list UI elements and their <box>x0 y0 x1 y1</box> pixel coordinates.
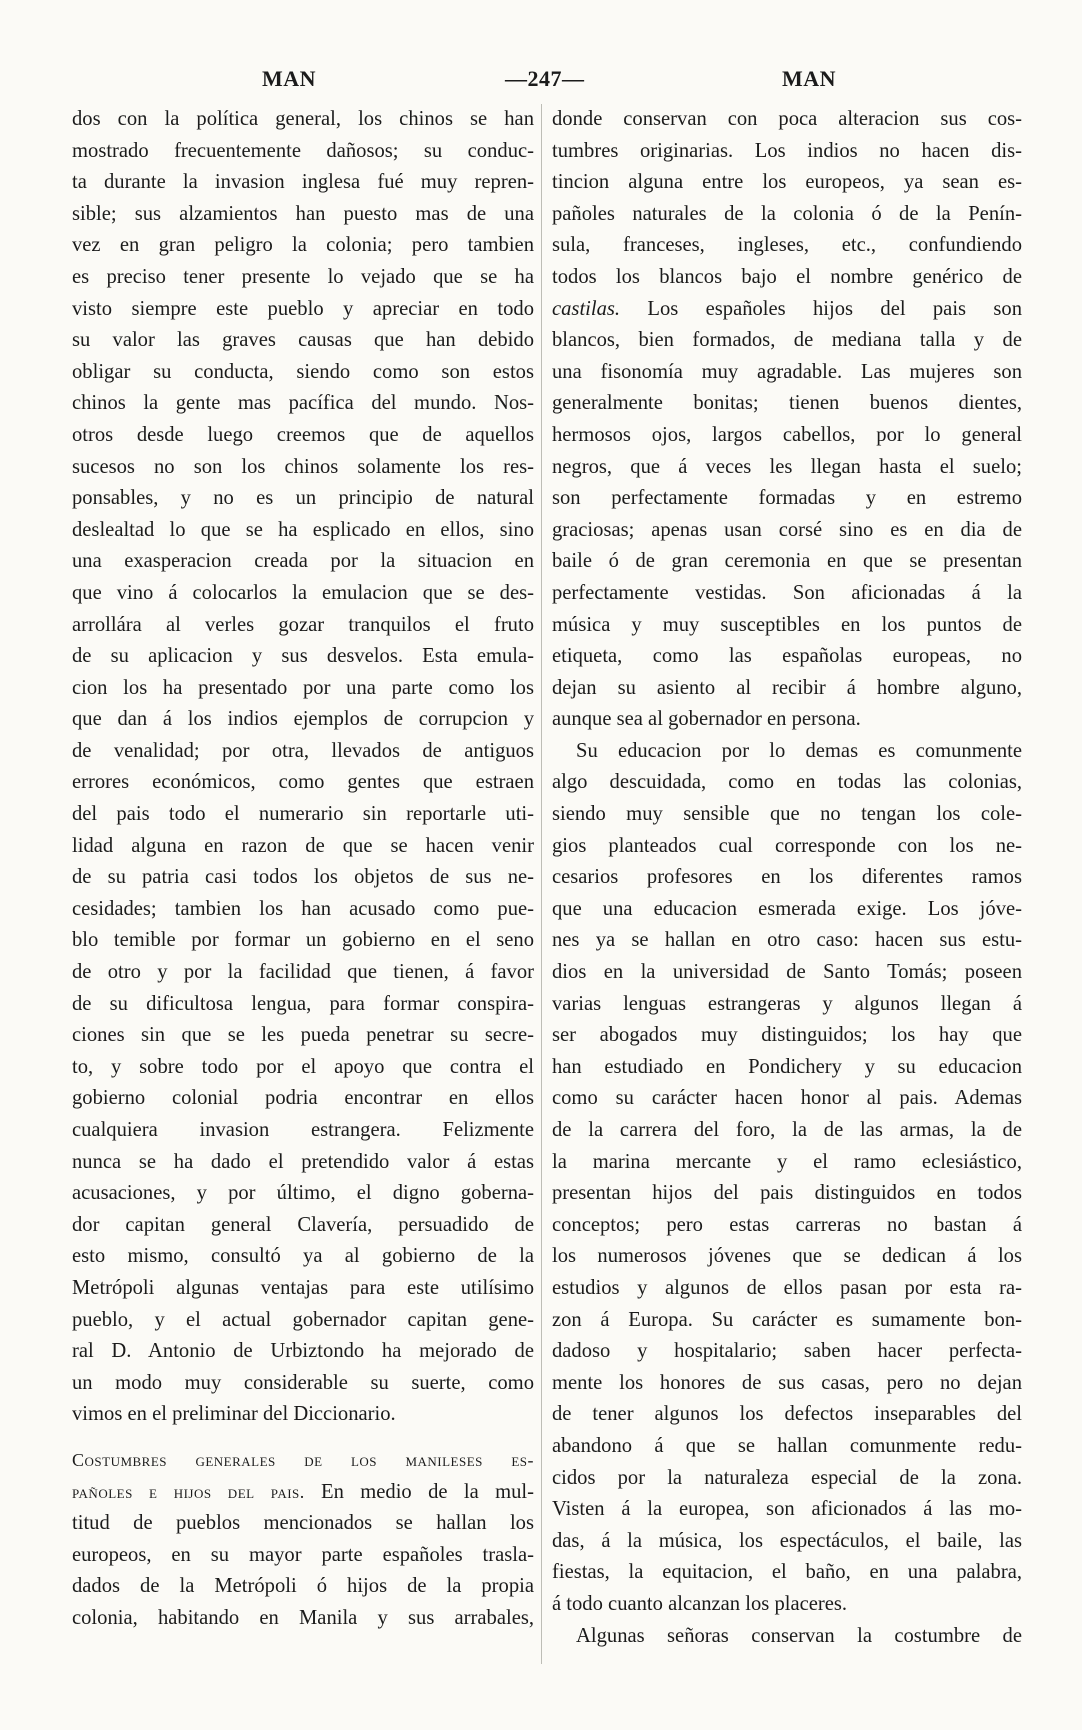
text-line: tincion alguna entre los europeos, ya sean es- <box>552 171 1022 194</box>
running-header <box>0 66 1082 100</box>
text-line: los numerosos jóvenes que se dedican á los <box>552 1245 1022 1268</box>
text-line: que dan á los indios ejemplos de corrupcion y <box>72 708 534 731</box>
text-line: dios en la universidad de Santo Tomás; poseen <box>552 961 1022 984</box>
page-number: —247— <box>505 66 585 91</box>
text-line: todos los blancos bajo el nombre genérico de <box>552 265 1022 288</box>
text-line: fiestas, la equitacion, el baño, en una palabra, <box>552 1561 1022 1584</box>
text-line: vimos en el preliminar del Diccionario. <box>72 1403 396 1426</box>
text-line: pañoles naturales de la colonia ó de la Penín- <box>552 202 1022 225</box>
text-line: de tener algunos los defectos inseparables del <box>552 1403 1022 1426</box>
text-line: como su carácter hacen honor al pais. Ademas <box>552 1087 1022 1110</box>
text-line: graciosas; apenas usan corsé sino es en dia de <box>552 518 1022 541</box>
text-line: que vino á colocarlos la emulacion que se des- <box>72 581 534 604</box>
text-line: tumbres originarias. Los indios no hacen dis- <box>552 139 1022 162</box>
text-line: de su aplicacion y sus desvelos. Esta emula- <box>72 645 534 668</box>
text-line: nunca se ha dado el pretendido valor á estas <box>72 1150 534 1173</box>
text-line: zon á Europa. Su carácter es sumamente bon- <box>552 1308 1022 1331</box>
text-line: to, y sobre todo por el apoyo que contra el <box>72 1055 534 1078</box>
section-spacer <box>72 1431 534 1445</box>
text-line: un modo muy considerable su suerte, como <box>72 1371 534 1394</box>
text-line: cion los ha presentado por una parte como los <box>72 676 534 699</box>
text-line: Visten á la europea, son aficionados á las mo- <box>552 1498 1022 1521</box>
text-line: chinos la gente mas pacífica del mundo. Nos- <box>72 392 534 415</box>
text-line: música y muy susceptibles en los puntos de <box>552 613 1022 636</box>
text-line: gios planteados cual corresponde con los ne- <box>552 834 1022 857</box>
text-line: arrollára al verles gozar tranquilos el fruto <box>72 613 534 636</box>
text-line: dor capitan general Clavería, persuadido de <box>72 1213 534 1236</box>
text-line: sible; sus alzamientos han puesto mas de una <box>72 202 534 225</box>
text-line: Su educacion por lo demas es comunmente <box>576 739 1022 762</box>
section-heading: Costumbres generales de los manileses es- <box>72 1449 534 1470</box>
text-line: deslealtad lo que se ha esplicado en ellos, sino <box>72 518 534 541</box>
text-line: varias lenguas estrangeras y algunos llegan á <box>552 992 1022 1015</box>
text-line: de su patria casi todos los objetos de sus ne- <box>72 866 534 889</box>
text-line: ponsables, y no es un principio de natural <box>72 487 534 510</box>
text-line: ciones sin que se les pueda penetrar su secre- <box>72 1024 534 1047</box>
section-text-start: En medio de la mul- <box>321 1480 534 1503</box>
text-line: mente los honores de sus casas, pero no dejan <box>552 1371 1022 1394</box>
text-line: estudios y algunos de ellos pasan por esta ra- <box>552 1276 1022 1299</box>
text-line: sula, franceses, ingleses, etc., confundiendo <box>552 234 1022 257</box>
text-line: obligar su conducta, siendo como son estos <box>72 360 534 383</box>
italic-line-rest: Los españoles hijos del pais son <box>647 297 1022 320</box>
text-line: una exasperacion creada por la situacion en <box>72 550 534 573</box>
text-line: esto mismo, consultó ya al gobierno de la <box>72 1245 534 1268</box>
text-line: blancos, bien formados, de mediana talla y de <box>552 329 1022 352</box>
text-line: de venalidad; por otra, llevados de antiguos <box>72 739 534 762</box>
text-line: sucesos no son los chinos solamente los res- <box>72 455 534 478</box>
text-line: blo temible por formar un gobierno en el seno <box>72 929 534 952</box>
text-line: etiqueta, como las españolas europeas, no <box>552 645 1022 668</box>
text-line: de la carrera del foro, la de las armas, la de <box>552 1119 1022 1141</box>
text-line: otros desde luego creemos que de aquellos <box>72 423 534 446</box>
text-line: hermosos ojos, largos cabellos, por lo general <box>552 423 1022 446</box>
text-line: cesarios profesores en los diferentes ramos <box>552 866 1022 889</box>
text-line: Metrópoli algunas ventajas para este utilísimo <box>72 1276 534 1299</box>
text-line: colonia, habitando en Manila y sus arrabales, <box>72 1606 534 1629</box>
text-line: cualquiera invasion estrangera. Felizmente <box>72 1119 534 1141</box>
text-line: la marina mercante y el ramo eclesiástico, <box>552 1150 1022 1173</box>
text-line: han estudiado en Pondichery y su educacion <box>552 1055 1022 1078</box>
text-line: aunque sea al gobernador en persona. <box>552 708 861 731</box>
italic-term: castilas. <box>552 297 648 320</box>
text-line: de otro y por la facilidad que tienen, á favor <box>72 961 534 984</box>
text-line: ral D. Antonio de Urbiztondo ha mejorado de <box>72 1340 534 1363</box>
text-line: presentan hijos del pais distinguidos en todos <box>552 1182 1022 1205</box>
text-line: cesidades; tambien los han acusado como pue- <box>72 897 534 920</box>
text-line: siendo muy sensible que no tengan los cole- <box>552 803 1022 826</box>
text-line: algo descuidada, como en todas las colonias, <box>552 771 1022 794</box>
text-line: son perfectamente formadas y en estremo <box>552 487 1022 510</box>
text-line: ta durante la invasion inglesa fué muy repren- <box>72 171 534 194</box>
text-line: negros, que á veces les llegan hasta el suelo; <box>552 455 1022 478</box>
section-heading-tail: pañoles e hijos del pais. <box>72 1481 321 1502</box>
text-line: cidos por la naturaleza especial de la zona. <box>552 1466 1022 1489</box>
text-line: gobierno colonial podria encontrar en ellos <box>72 1087 534 1110</box>
text-line: das, á la música, los espectáculos, el baile, las <box>552 1529 1022 1552</box>
text-line: á todo cuanto alcanzan los placeres. <box>552 1592 848 1615</box>
text-line: una fisonomía muy agradable. Las mujeres son <box>552 360 1022 383</box>
right-column <box>552 104 1022 1652</box>
text-line: dados de la Metrópoli ó hijos de la propia <box>72 1575 534 1598</box>
text-line: errores económicos, como gentes que estraen <box>72 771 534 794</box>
text-line: su valor las graves causas que han debido <box>72 329 534 352</box>
text-line: es preciso tener presente lo vejado que se ha <box>72 265 534 288</box>
text-line: conceptos; pero estas carreras no bastan á <box>552 1213 1022 1236</box>
right-running-head: MAN <box>782 66 837 91</box>
text-line: dadoso y hospitalario; saben hacer perfecta- <box>552 1340 1022 1363</box>
text-line: abandono á que se hallan comunmente redu- <box>552 1434 1022 1457</box>
text-line: de su dificultosa lengua, para formar conspira- <box>72 992 534 1015</box>
text-line-italic <box>552 294 1022 326</box>
text-line: Algunas señoras conservan la costumbre de <box>576 1624 1022 1647</box>
left-running-head: MAN <box>262 66 317 91</box>
left-column <box>72 104 534 1635</box>
text-line: acusaciones, y por último, el digno goberna- <box>72 1182 534 1205</box>
text-line: perfectamente vestidas. Son aficionadas á la <box>552 581 1022 604</box>
text-line: dejan su asiento al recibir á hombre alguno, <box>552 676 1022 699</box>
text-line: pueblo, y el actual gobernador capitan gene- <box>72 1308 534 1331</box>
section-heading-continued <box>72 1477 534 1509</box>
text-line: donde conservan con poca alteracion sus cos- <box>552 108 1022 130</box>
text-line: del pais todo el numerario sin reportarle uti- <box>72 803 534 826</box>
text-line: generalmente bonitas; tienen buenos dientes, <box>552 392 1022 415</box>
text-line: ser abogados muy distinguidos; los hay que <box>552 1024 1022 1047</box>
text-line: visto siempre este pueblo y apreciar en todo <box>72 297 534 320</box>
text-line: vez en gran peligro la colonia; pero tambien <box>72 234 534 257</box>
column-divider <box>541 104 542 1664</box>
text-line: europeos, en su mayor parte españoles trasla- <box>72 1543 534 1566</box>
text-line: nes ya se hallan en otro caso: hacen sus estu- <box>552 929 1022 952</box>
text-line: lidad alguna en razon de que se hacen venir <box>72 834 534 857</box>
text-line: dos con la política general, los chinos se han <box>72 108 534 130</box>
text-line: que una educacion esmerada exige. Los jóve- <box>552 897 1022 920</box>
text-line: baile ó de gran ceremonia en que se presentan <box>552 550 1022 573</box>
text-line: titud de pueblos mencionados se hallan los <box>72 1512 534 1535</box>
text-line: mostrado frecuentemente dañosos; su conduc- <box>72 139 534 162</box>
